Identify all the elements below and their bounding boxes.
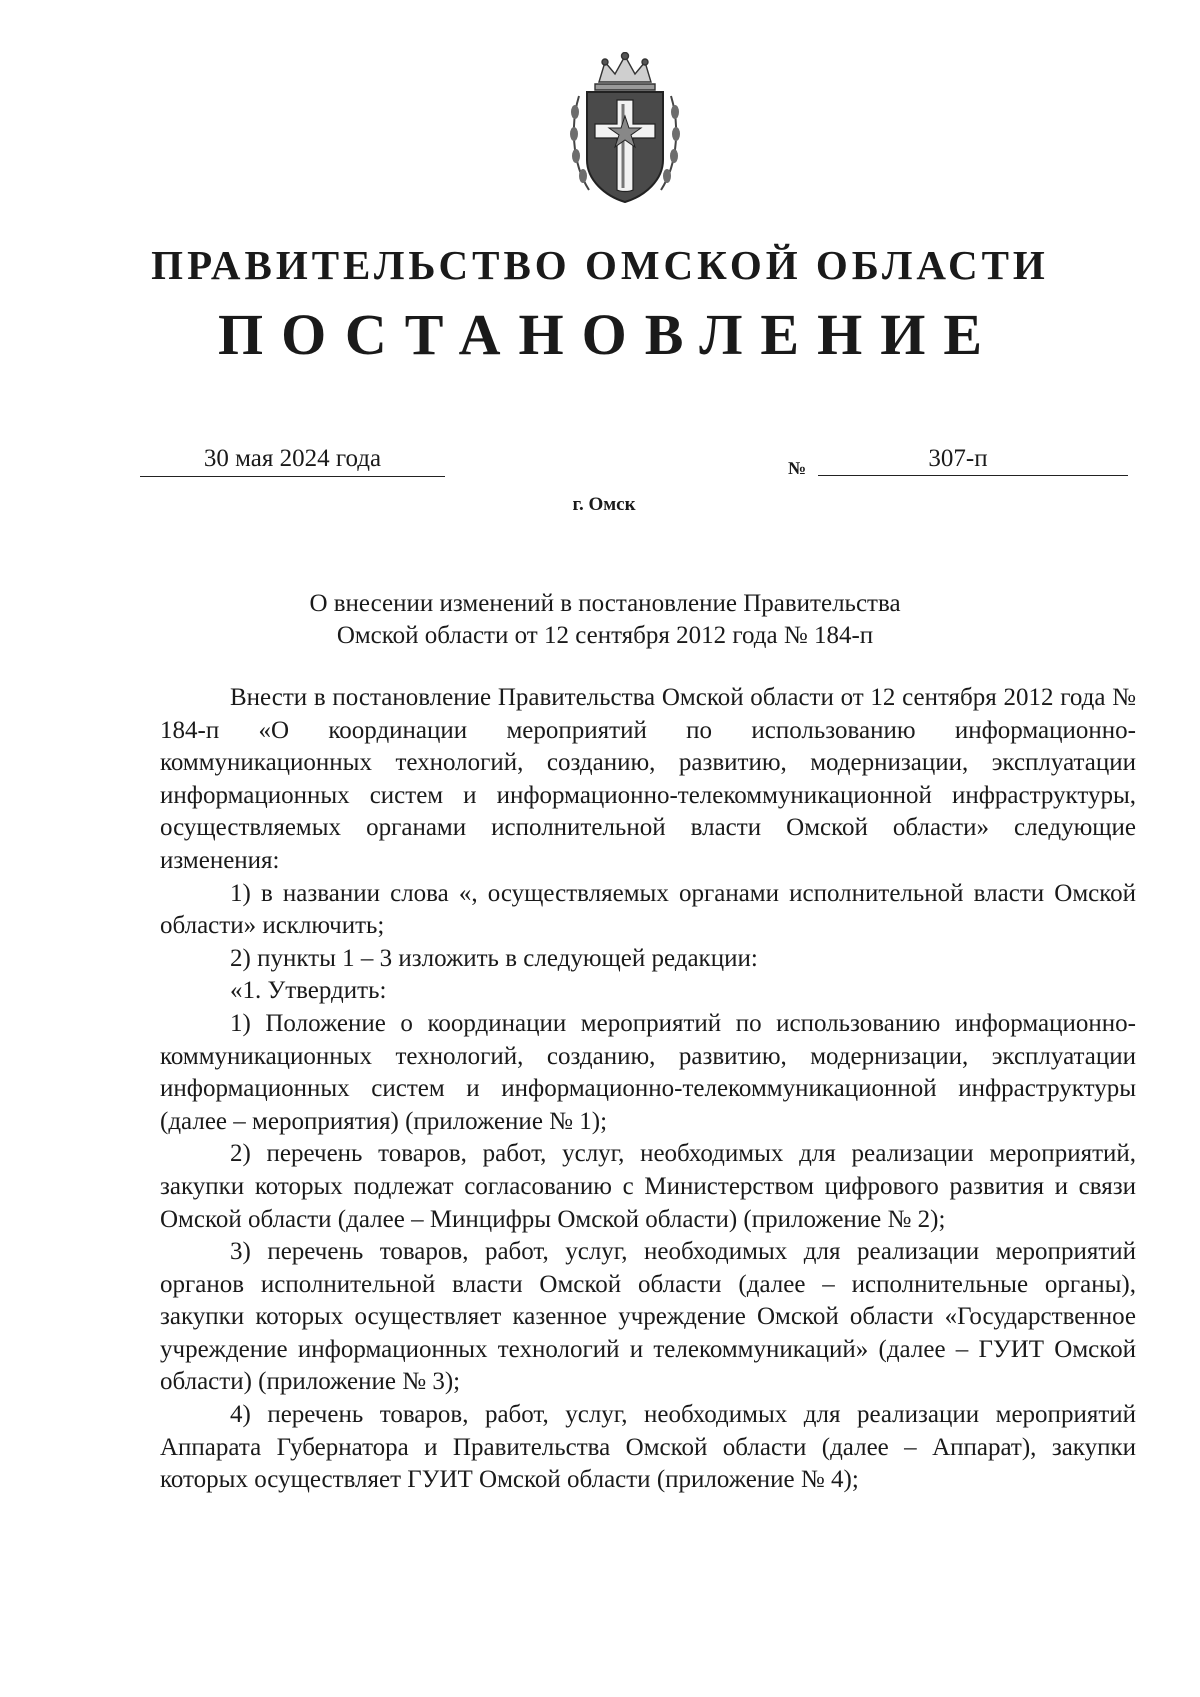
body-paragraph: 1) в названии слова «, осуществляемых органами исполнительной власти Омской области» исключить; <box>160 879 1136 940</box>
document-city: г. Омск <box>572 494 636 515</box>
document-type-title: ПОСТАНОВЛЕНИЕ <box>217 302 1001 367</box>
body-paragraph: 4) перечень товаров, работ, услуг, необходимых для реализации мероприятий Аппарата Губернатора и Правительства Омской области (далее – Аппарат), закупки которых осуществляет ГУИТ Омской области (приложение № 4); <box>160 1401 1136 1494</box>
document-number: 307-п <box>818 444 1128 476</box>
organization-title: ПРАВИТЕЛЬСТВО ОМСКОЙ ОБЛАСТИ <box>151 242 1049 288</box>
body-paragraph: 2) пункты 1 – 3 изложить в следующей редакции: <box>230 944 758 972</box>
body-paragraph: 1) Положение о координации мероприятий по использованию информационно-коммуникационных технологий, созданию, развитию, модернизации, эксплуатации информационных систем и информационно-телекоммуникационной инфраструктуры (далее – мероприятия) (приложение № 1); <box>160 1009 1136 1135</box>
document-body <box>160 682 1136 1497</box>
number-sign: № <box>788 458 807 478</box>
body-paragraph: «1. Утвердить: <box>230 977 387 1005</box>
subject-line: Омской области от 12 сентября 2012 года № 184-п <box>336 621 874 649</box>
subject-line: О внесении изменений в постановление Правительства <box>309 590 901 617</box>
document-date: 30 мая 2024 года <box>140 444 445 477</box>
body-paragraph: 2) перечень товаров, работ, услуг, необходимых для реализации мероприятий, закупки которых подлежат согласованию с Министерством цифрового развития и связи Омской области (далее – Минцифры Омской области) (приложение № 2); <box>160 1140 1136 1233</box>
body-paragraph: 3) перечень товаров, работ, услуг, необходимых для реализации мероприятий органов исполнительной власти Омской области (далее – исполнительные органы), закупки которых осуществляет казенное учреждение Омской области «Государственное учреждение информационных технологий и телекоммуникаций» (далее – ГУИТ Омской области) (приложение № 3); <box>160 1238 1136 1396</box>
document-subject <box>240 588 970 651</box>
omsk-oblast-coat-of-arms-icon <box>565 52 685 206</box>
body-paragraph: Внести в постановление Правительства Омской области от 12 сентября 2012 года № 184-п «О координации мероприятий по использованию информационно-коммуникационных технологий, созданию, развитию, модернизации, эксплуатации информационных систем и информационно-телекоммуникационной инфраструктуры, осуществляемых органами исполнительной власти Омской области» следующие изменения: <box>160 684 1136 874</box>
